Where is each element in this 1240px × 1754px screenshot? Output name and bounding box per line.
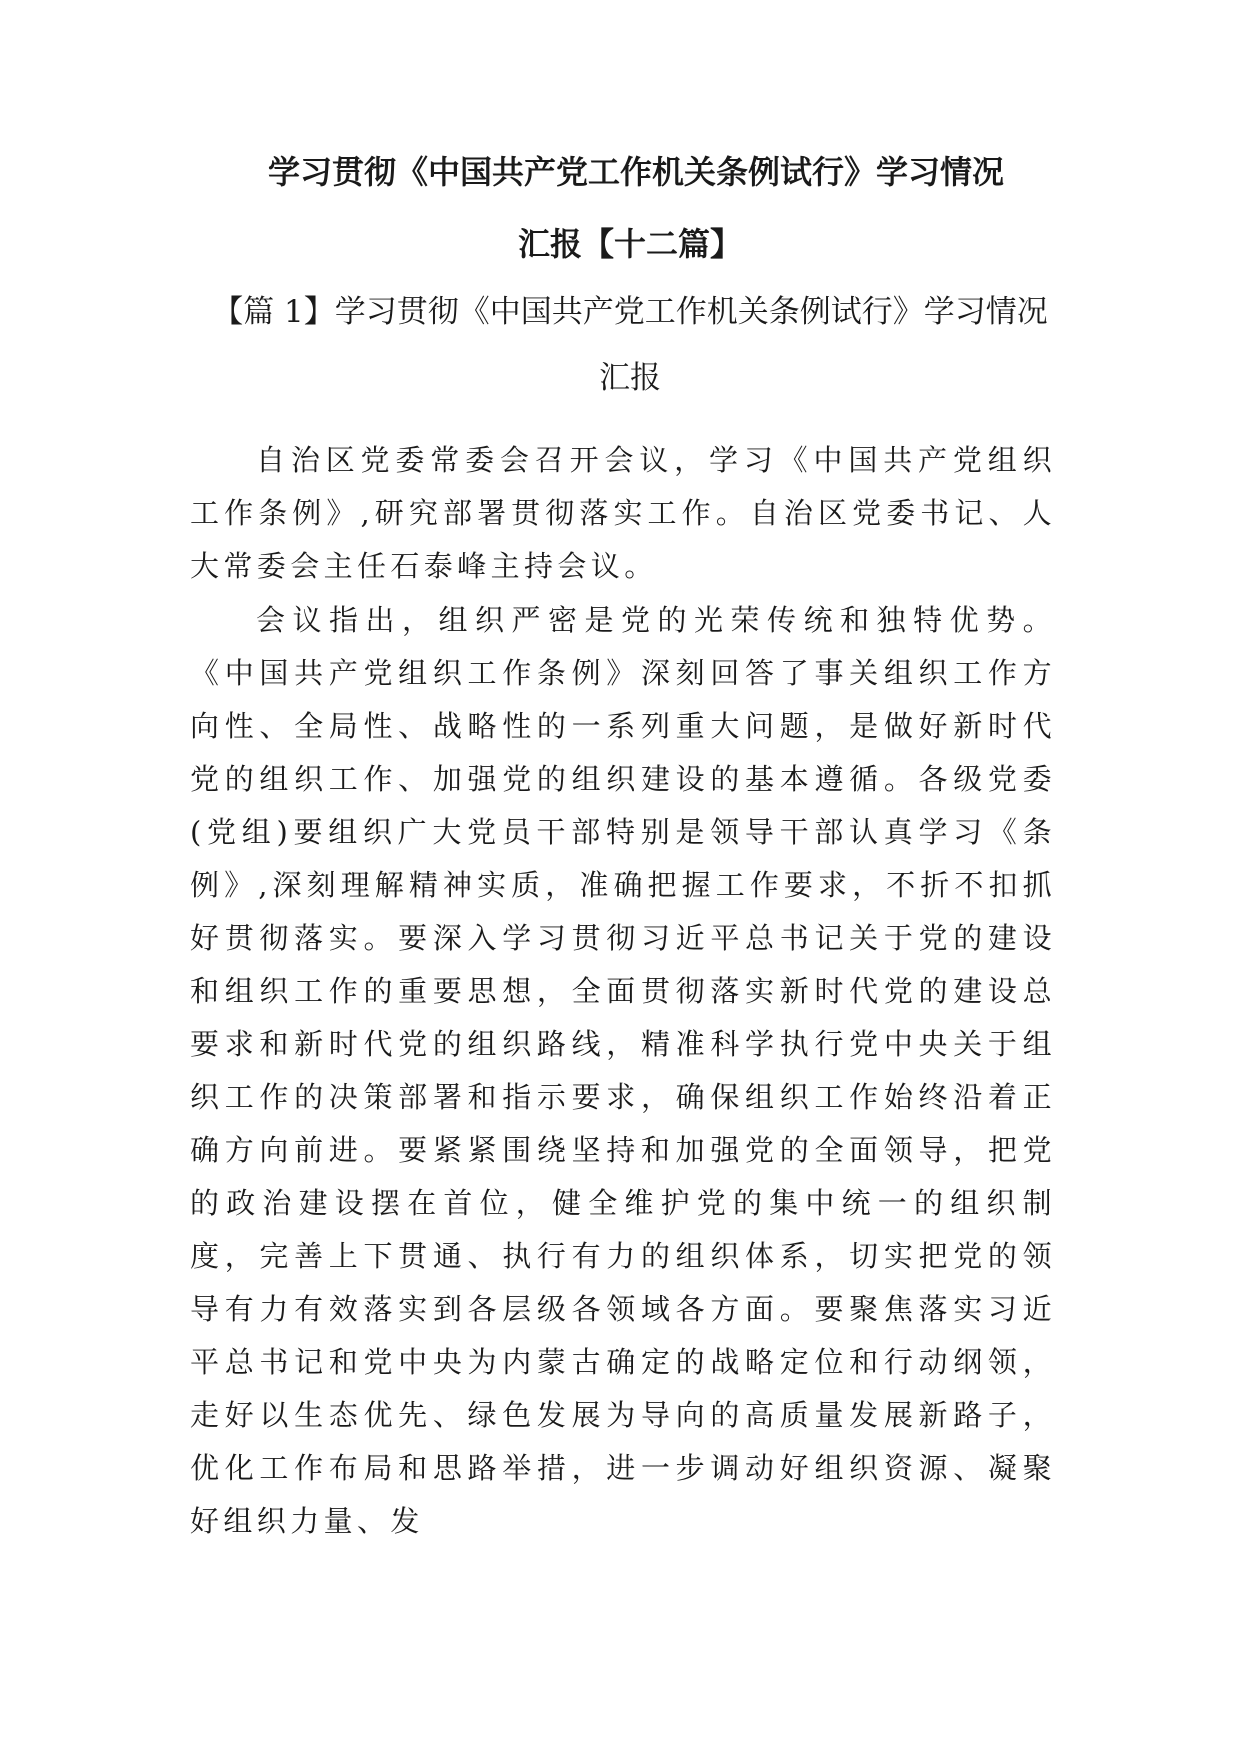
body-paragraph-2: 会议指出，组织严密是党的光荣传统和独特优势。 《中国共产党组织工作条例》深刻回答了事关组织工作方向性、全局性、战略性的一系列重大问题，是做好新时代党的组织工作、加强党的组织建设的基本遵循。各级党委(党组)要组织广大党员干部特别是领导干部认真学习《条例》,深刻理解精神实质，准确把握工作要求，不折不扣抓好贯彻落实。要深入学习贯彻习近平总书记关于党的建设和组织工作的重要思想，全面贯彻落实新时代党的建设总要求和新时代党的组织路线，精准科学执行党中央关于组织工作的决策部署和指示要求，确保组织工作始终沿着正确方向前进。要紧紧围绕坚持和加强党的全面领导，把党的政治建设摆在首位，健全维护党的集中统一的组织制度，完善上下贯通、执行有力的组织体系，切实把党的领导有力有效落实到各层级各领域各方面。要聚焦落实习近平总书记和党中央为内蒙古确定的战略定位和行动纲领，走好以生态优先、绿色发展为导向的高质量发展新路子，优化工作布局和思路举措，进一步调动好组织资源、凝聚好组织力量、发 <box>190 603 1056 1538</box>
document-title-line-1: 学习贯彻《中国共产党工作机关条例试行》学习情况 <box>268 153 1005 191</box>
section-heading-line-2: 汇报 <box>599 360 661 396</box>
document-title-line-2: 汇报【十二篇】 <box>517 225 742 263</box>
body-paragraph-1: 自治区党委常委会召开会议，学习《中国共产党组织工作条例》,研究部署贯彻落实工作。自治区党委书记、人大常委会主任石泰峰主持会议。 <box>190 443 1056 583</box>
section-heading-line-1: 【篇 1】学习贯彻《中国共产党工作机关条例试行》学习情况 <box>212 294 1048 330</box>
